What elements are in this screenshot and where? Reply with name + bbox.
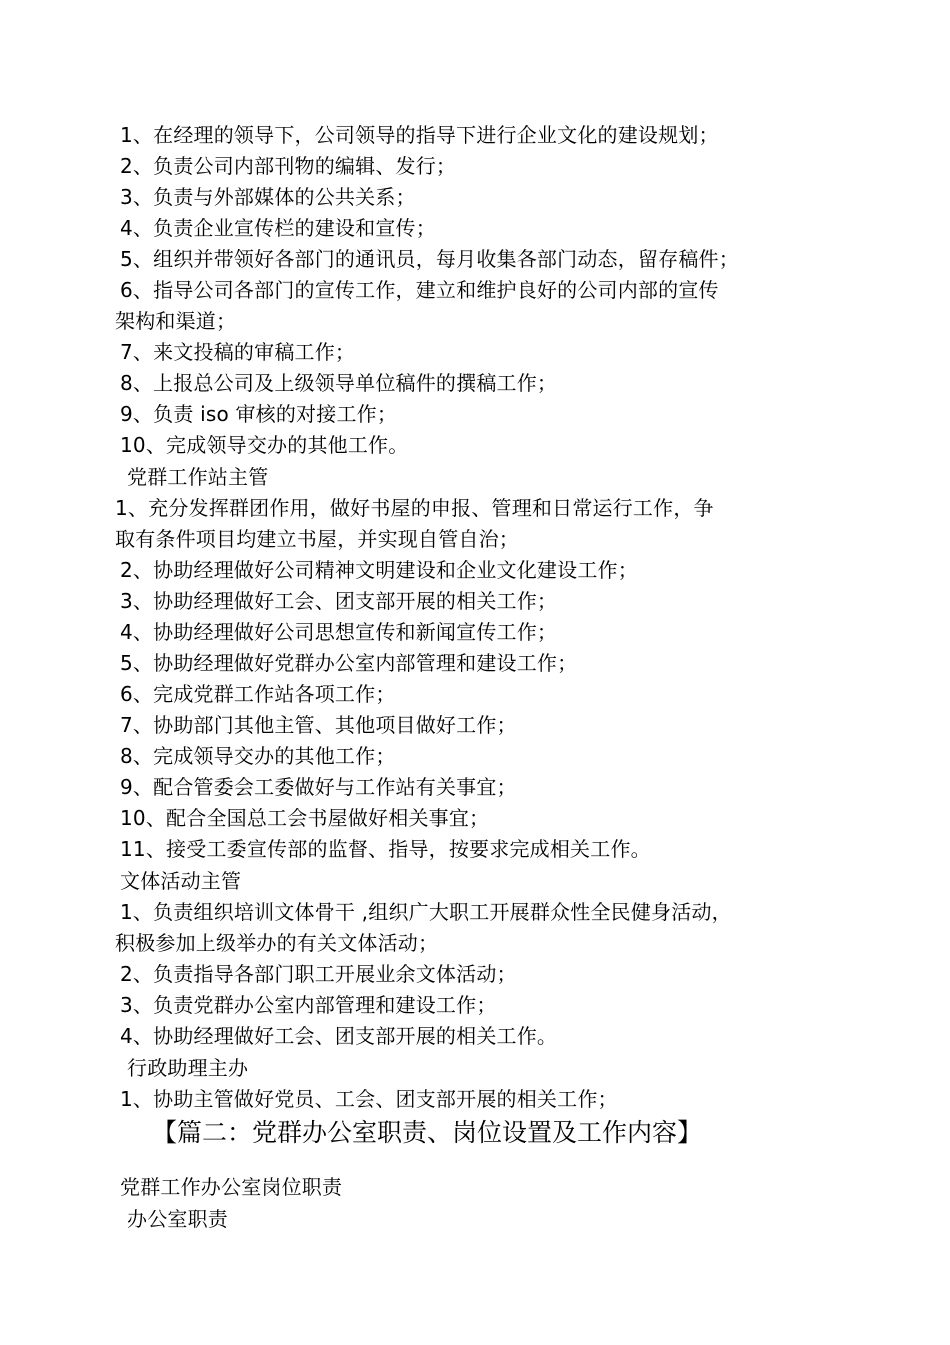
text-line: 1、充分发挥群团作用，做好书屋的申报、管理和日常运行工作，争 [115,496,714,520]
text-line: 6、指导公司各部门的宣传工作，建立和维护良好的公司内部的宣传 [120,278,719,302]
chapter-heading: 【篇二：党群办公室职责、岗位设置及工作内容】 [152,1118,703,1147]
text-line: 7、协助部门其他主管、其他项目做好工作； [120,713,517,737]
section-title: 党群工作办公室岗位职责 [120,1175,343,1199]
text-line: 9、配合管委会工委做好与工作站有关事宜； [120,775,517,799]
section-title: 文体活动主管 [120,869,242,893]
text-line: 取有条件项目均建立书屋，并实现自管自治； [115,527,519,551]
text-line: 3、负责党群办公室内部管理和建设工作； [120,993,497,1017]
text-line: 3、负责与外部媒体的公共关系； [120,185,416,209]
text-line: 3、协助经理做好工会、团支部开展的相关工作； [120,589,558,613]
text-line: 9、负责 iso 审核的对接工作； [120,402,398,426]
text-line: 10、配合全国总工会书屋做好相关事宜； [120,806,490,830]
text-line: 6、完成党群工作站各项工作； [120,682,396,706]
text-line: 7、来文投稿的审稿工作； [120,340,356,364]
text-line: 2、协助经理做好公司精神文明建设和企业文化建设工作； [120,558,638,582]
text-line: 8、完成领导交办的其他工作； [120,744,396,768]
text-line: 1、协助主管做好党员、工会、团支部开展的相关工作； [120,1087,618,1111]
section-title: 行政助理主办 [127,1056,249,1080]
text-line: 2、负责公司内部刊物的编辑、发行； [120,154,457,178]
text-line: 5、协助经理做好党群办公室内部管理和建设工作； [120,651,578,675]
text-line: 11、接受工委宣传部的监督、指导，按要求完成相关工作。 [120,837,651,861]
section-title: 办公室职责 [127,1207,228,1231]
section-title: 党群工作站主管 [127,465,269,489]
text-line: 4、协助经理做好工会、团支部开展的相关工作。 [120,1024,558,1048]
text-line: 2、负责指导各部门职工开展业余文体活动； [120,962,517,986]
text-line: 1、在经理的领导下，公司领导的指导下进行企业文化的建设规划； [120,123,719,147]
text-line: 8、上报总公司及上级领导单位稿件的撰稿工作； [120,371,558,395]
text-line: 积极参加上级举办的有关文体活动； [115,931,439,955]
text-line: 10、完成领导交办的其他工作。 [120,433,409,457]
text-line: 4、负责企业宣传栏的建设和宣传； [120,216,436,240]
text-line: 架构和渠道； [115,309,237,333]
text-line: 5、组织并带领好各部门的通讯员，每月收集各部门动态，留存稿件； [120,247,739,271]
text-line: 4、协助经理做好公司思想宣传和新闻宣传工作； [120,620,558,644]
text-line: 1、负责组织培训文体骨干 ,组织广大职工开展群众性全民健身活动， [120,900,732,924]
